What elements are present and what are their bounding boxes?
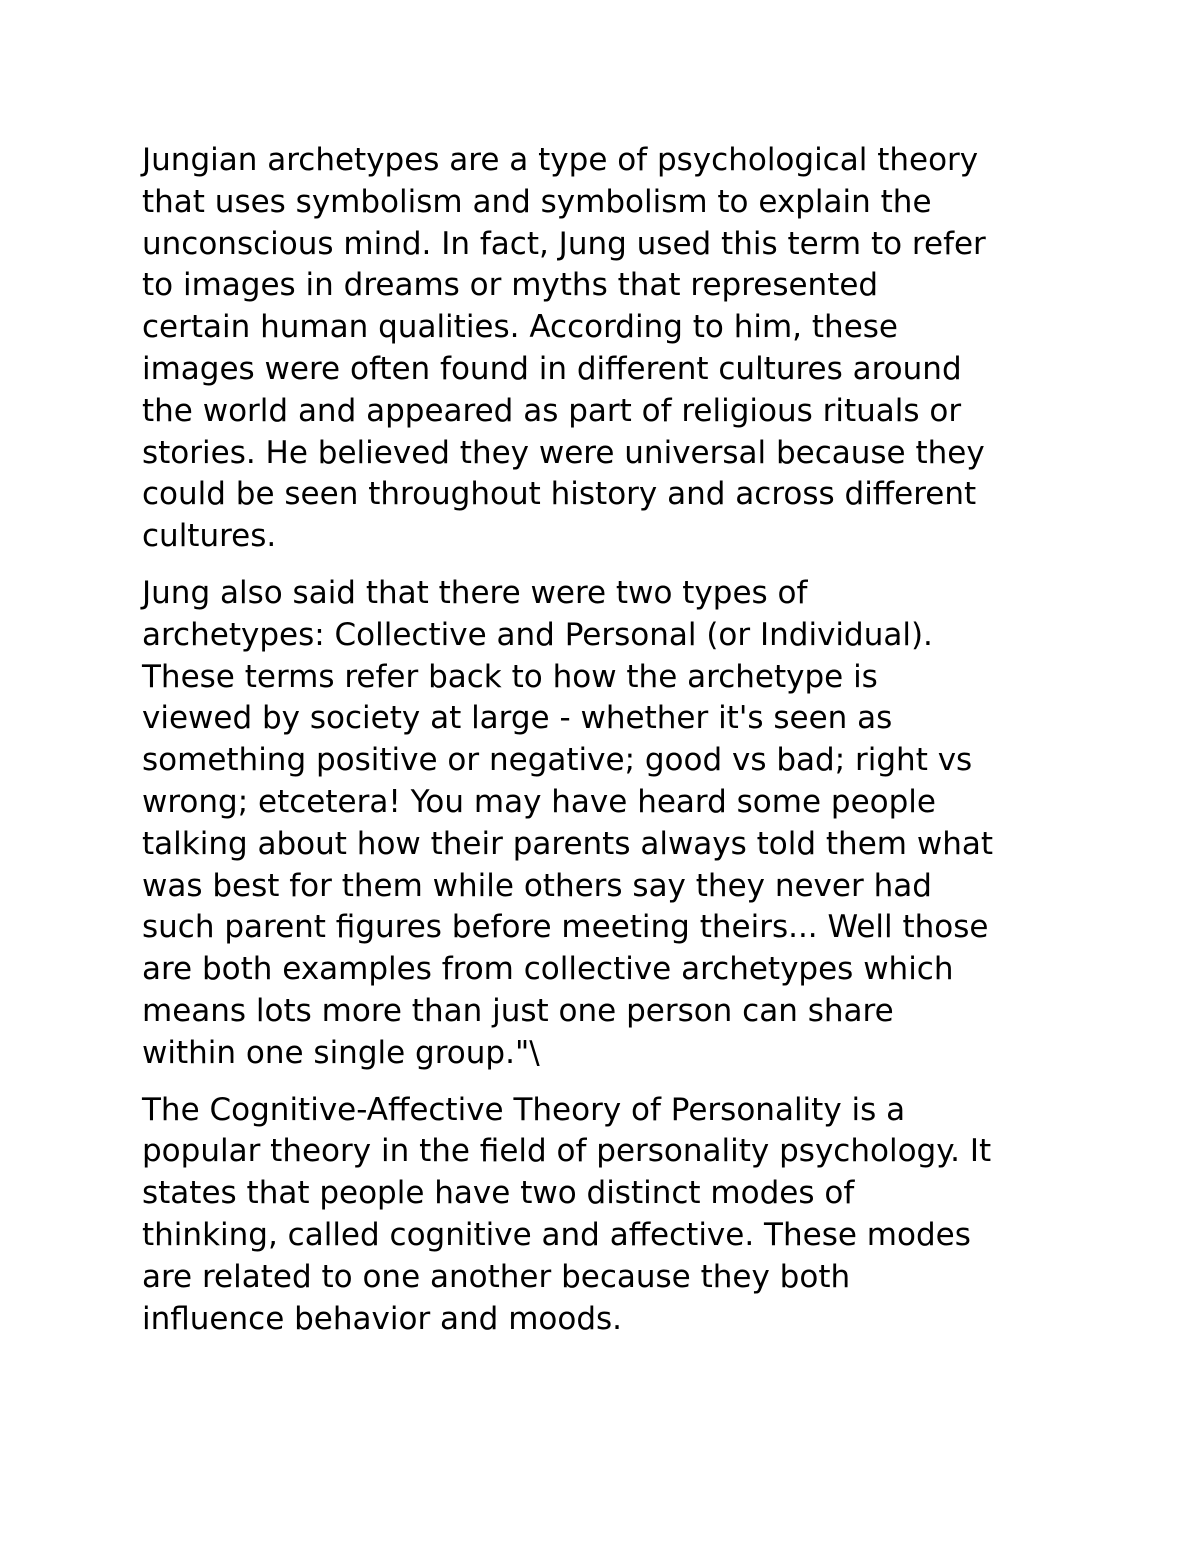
text-line: could be seen throughout history and across different — [142, 476, 977, 513]
paragraph-cognitive-affective-theory — [142, 1090, 1072, 1341]
text-line: wrong; etcetera! You may have heard some people — [142, 783, 936, 820]
paragraph-archetype-types — [142, 573, 1072, 1075]
text-line: These terms refer back to how the archetype is — [142, 658, 878, 695]
text-line: influence behavior and moods. — [142, 1300, 623, 1337]
text-line: thinking, called cognitive and affective. These modes — [142, 1216, 971, 1253]
paragraph-jungian-archetypes — [142, 140, 1072, 558]
text-line: popular theory in the field of personality psychology. It — [142, 1133, 992, 1170]
text-line: within one single group."\ — [142, 1034, 540, 1071]
text-line: means lots more than just one person can share — [142, 992, 894, 1029]
text-line: to images in dreams or myths that represented — [142, 267, 879, 304]
text-line: viewed by society at large - whether it's seen as — [142, 700, 893, 737]
text-line: Jung also said that there were two types of — [142, 574, 808, 611]
text-line: cultures. — [142, 518, 277, 555]
text-line: was best for them while others say they never had — [142, 867, 932, 904]
text-line: Jungian archetypes are a type of psychological theory — [142, 142, 979, 178]
text-line: are related to one another because they both — [142, 1258, 851, 1295]
text-line: are both examples from collective archetypes which — [142, 951, 954, 988]
text-line: something positive or negative; good vs bad; right vs — [142, 742, 973, 779]
text-line: The Cognitive-Affective Theory of Personality is a — [142, 1091, 906, 1128]
text-line: that uses symbolism and symbolism to explain the — [142, 183, 932, 220]
text-line: certain human qualities. According to him, these — [142, 309, 898, 346]
text-line: unconscious mind. In fact, Jung used this term to refer — [142, 225, 986, 262]
text-line: such parent figures before meeting theirs... Well those — [142, 909, 989, 946]
document-body — [142, 140, 1072, 1340]
text-line: states that people have two distinct modes of — [142, 1175, 855, 1212]
text-line: archetypes: Collective and Personal (or Individual). — [142, 616, 933, 653]
text-line: images were often found in different cultures around — [142, 350, 962, 387]
text-line: talking about how their parents always told them what — [142, 825, 993, 862]
text-line: the world and appeared as part of religious rituals or — [142, 392, 962, 429]
text-line: stories. He believed they were universal because they — [142, 434, 985, 471]
